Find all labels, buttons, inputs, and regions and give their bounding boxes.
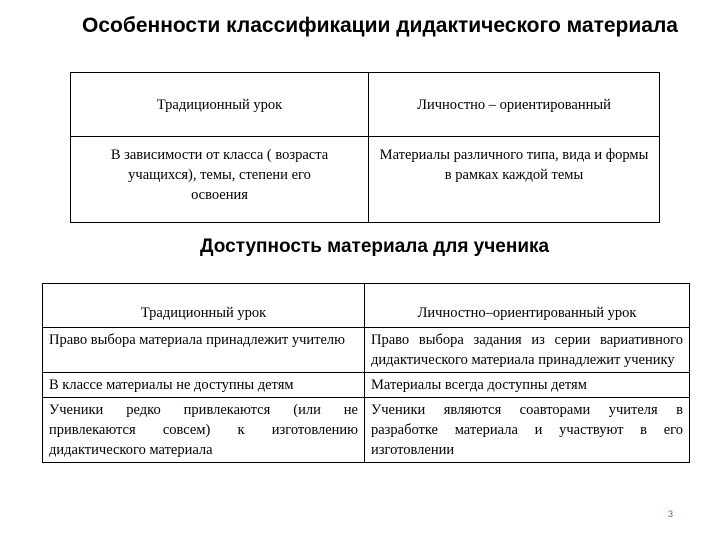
table-cell [71,137,369,223]
table-cell: В классе материалы не доступны детям [43,373,365,398]
table-cell: Материалы всегда доступны детям [365,373,690,398]
table-header-cell: Личностно–ориентированный урок [365,284,690,328]
table-row [43,373,690,398]
table-row [43,328,690,373]
table-header-cell: Личностно – ориентированный [369,73,660,137]
table-header-row [43,284,690,328]
table-header-row [71,73,660,137]
classification-table [70,72,660,223]
table-row [43,398,690,463]
table-header-cell: Традиционный урок [43,284,365,328]
accessibility-table [42,283,690,463]
table-cell: Ученики являются соавторами учителя в разработке материала и участвуют в его изготовлении [365,398,690,463]
page-number: 3 [668,509,674,519]
table-cell-text: Материалы различного типа, вида и формы в рамках каждой темы [379,147,649,183]
page-title: Особенности классификации дидактического материала [82,14,678,37]
table-cell: Право выбора материала принадлежит учителю [43,328,365,373]
table-row [71,137,660,223]
table-cell: Ученики редко привлекаются (или не привлекаются совсем) к изготовлению дидактического материала [43,398,365,463]
table-cell-text: В зависимости от класса ( возраста учащихся), темы, степени его освоения [110,147,329,203]
section-subtitle: Доступность материала для ученика [200,236,550,257]
table-cell: Право выбора задания из серии вариативного дидактического материала принадлежит ученику [365,328,690,373]
table-cell [369,137,660,223]
table-header-cell: Традиционный урок [71,73,369,137]
